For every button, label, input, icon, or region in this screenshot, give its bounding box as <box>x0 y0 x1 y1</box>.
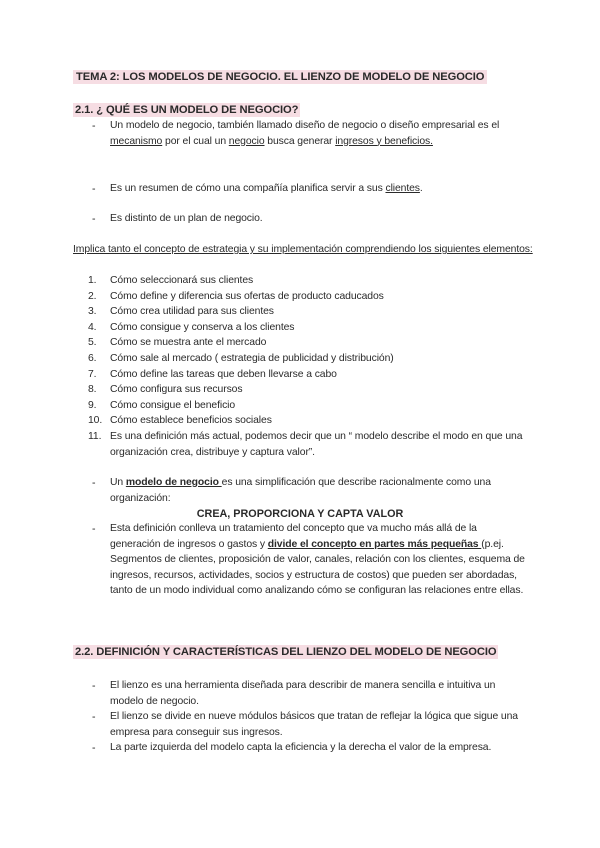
bullet-dash: - <box>92 742 96 754</box>
bullet-dash: - <box>92 120 96 132</box>
bullet-dash: - <box>92 477 96 489</box>
value-statement: CREA, PROPORCIONA Y CAPTA VALOR <box>196 508 404 520</box>
lienzo-bullet-1: El lienzo es una herramienta diseñada para describir de manera sencilla e intuitiva un modelo de negocio. <box>110 680 496 707</box>
bullet-dash: - <box>92 183 96 195</box>
bullet-dash: - <box>92 523 96 535</box>
bullet-2: Es un resumen de cómo una compañía planifica servir a sus clientes. <box>110 183 423 194</box>
elements-intro: Implica tanto el concepto de estrategia y su implementación comprendiendo los siguientes elementos: <box>73 244 533 255</box>
lienzo-bullet-2: El lienzo se divide en nueve módulos básicos que tratan de reflejar la lógica que sigue una empresa para conseguir sus ingresos. <box>110 711 518 738</box>
bullet-5: Esta definición conlleva un tratamiento del concepto que va mucho más allá de la generación de ingresos o gastos y divide el concepto en partes más pequeñas (p.ej. Segmentos de clientes, proposición de valor, canales, relación con los clientes, esquema de ingresos, recursos, actividades, socios y estructura de costos) que pueden ser abordadas, tanto de un modo individual como analizando cómo se configuran las relaciones entre ellas. <box>110 523 525 597</box>
document-page: TEMA 2: LOS MODELOS DE NEGOCIO. EL LIENZO DE MODELO DE NEGOCIO 2.1. ¿ QUÉ ES UN MODELO DE NEGOCIO? - Un modelo de negocio, también llamado diseño de negocio o diseño empresarial es el mecanismo por el cual un negocio busca generar ingresos y beneficios. - Es un resumen de cómo una compañía planifica servir a sus clientes. - Es distinto de un plan de negocio. Implica tanto el concepto de estrategia y su implementación comprendiendo los siguientes elementos: 1. Cómo seleccionará sus clientes 2. Cómo define y diferencia sus ofertas de producto caducados 3. Cómo crea utilidad para sus clientes 4. Cómo consigue y conserva a los clientes 5. Cómo se muestra ante el mercado 6. Cómo sale al mercado ( estrategia de publicidad y distribución) 7. Cómo define las tareas que deben llevarse a cabo 8. Cómo configura sus recursos 9. Cómo consigue el beneficio 10. Cómo establece beneficios sociales 11. Es una definición más actual, podemos decir que un “ modelo describe el modo en que una organización crea, distribuye y captura valor”. - Un modelo de negocio es una simplificación que describe racionalmente como una organización: CREA, PROPORCIONA Y CAPTA VALOR - Esta definición conlleva un tratamiento del concepto que va mucho más allá de la generación de ingresos o gastos y divide el concepto en partes más pequeñas (p.ej. Segmentos de clientes, proposición de valor, canales, relación con los clientes, esquema de ingresos, recursos, actividades, socios y estructura de costos) que pueden ser abordadas, tanto de un modo individual como analizando cómo se configuran las relaciones entre ellas. 2.2. DEFINICIÓN Y CARACTERÍSTICAS DEL LIENZO DEL MODELO DE NEGOCIO - El lienzo es una herramienta diseñada para describir de manera sencilla e intuitiva un modelo de negocio. - El lienzo se divide en nueve módulos básicos que tratan de reflejar la lógica que sigue una empresa para conseguir sus ingresos. - La parte izquierda del modelo capta la eficiencia y la derecha el valor de la empresa. <box>0 0 600 848</box>
lienzo-bullet-3: La parte izquierda del modelo capta la eficiencia y la derecha el valor de la empresa. <box>110 742 492 753</box>
bullet-1: Un modelo de negocio, también llamado diseño de negocio o diseño empresarial es el mecanismo por el cual un negocio busca generar ingresos y beneficios. <box>110 120 500 147</box>
bullet-dash: - <box>92 711 96 723</box>
document-title: TEMA 2: LOS MODELOS DE NEGOCIO. EL LIENZO DE MODELO DE NEGOCIO <box>73 70 487 84</box>
bullet-dash: - <box>92 680 96 692</box>
section-1-heading: 2.1. ¿ QUÉ ES UN MODELO DE NEGOCIO? <box>75 104 299 116</box>
bullet-3: Es distinto de un plan de negocio. <box>110 213 263 224</box>
bullet-dash: - <box>92 213 96 225</box>
section-2-heading: 2.2. DEFINICIÓN Y CARACTERÍSTICAS DEL LIENZO DEL MODELO DE NEGOCIO <box>75 646 497 658</box>
bullet-4: Un modelo de negocio es una simplificación que describe racionalmente como una organización: <box>110 477 491 504</box>
